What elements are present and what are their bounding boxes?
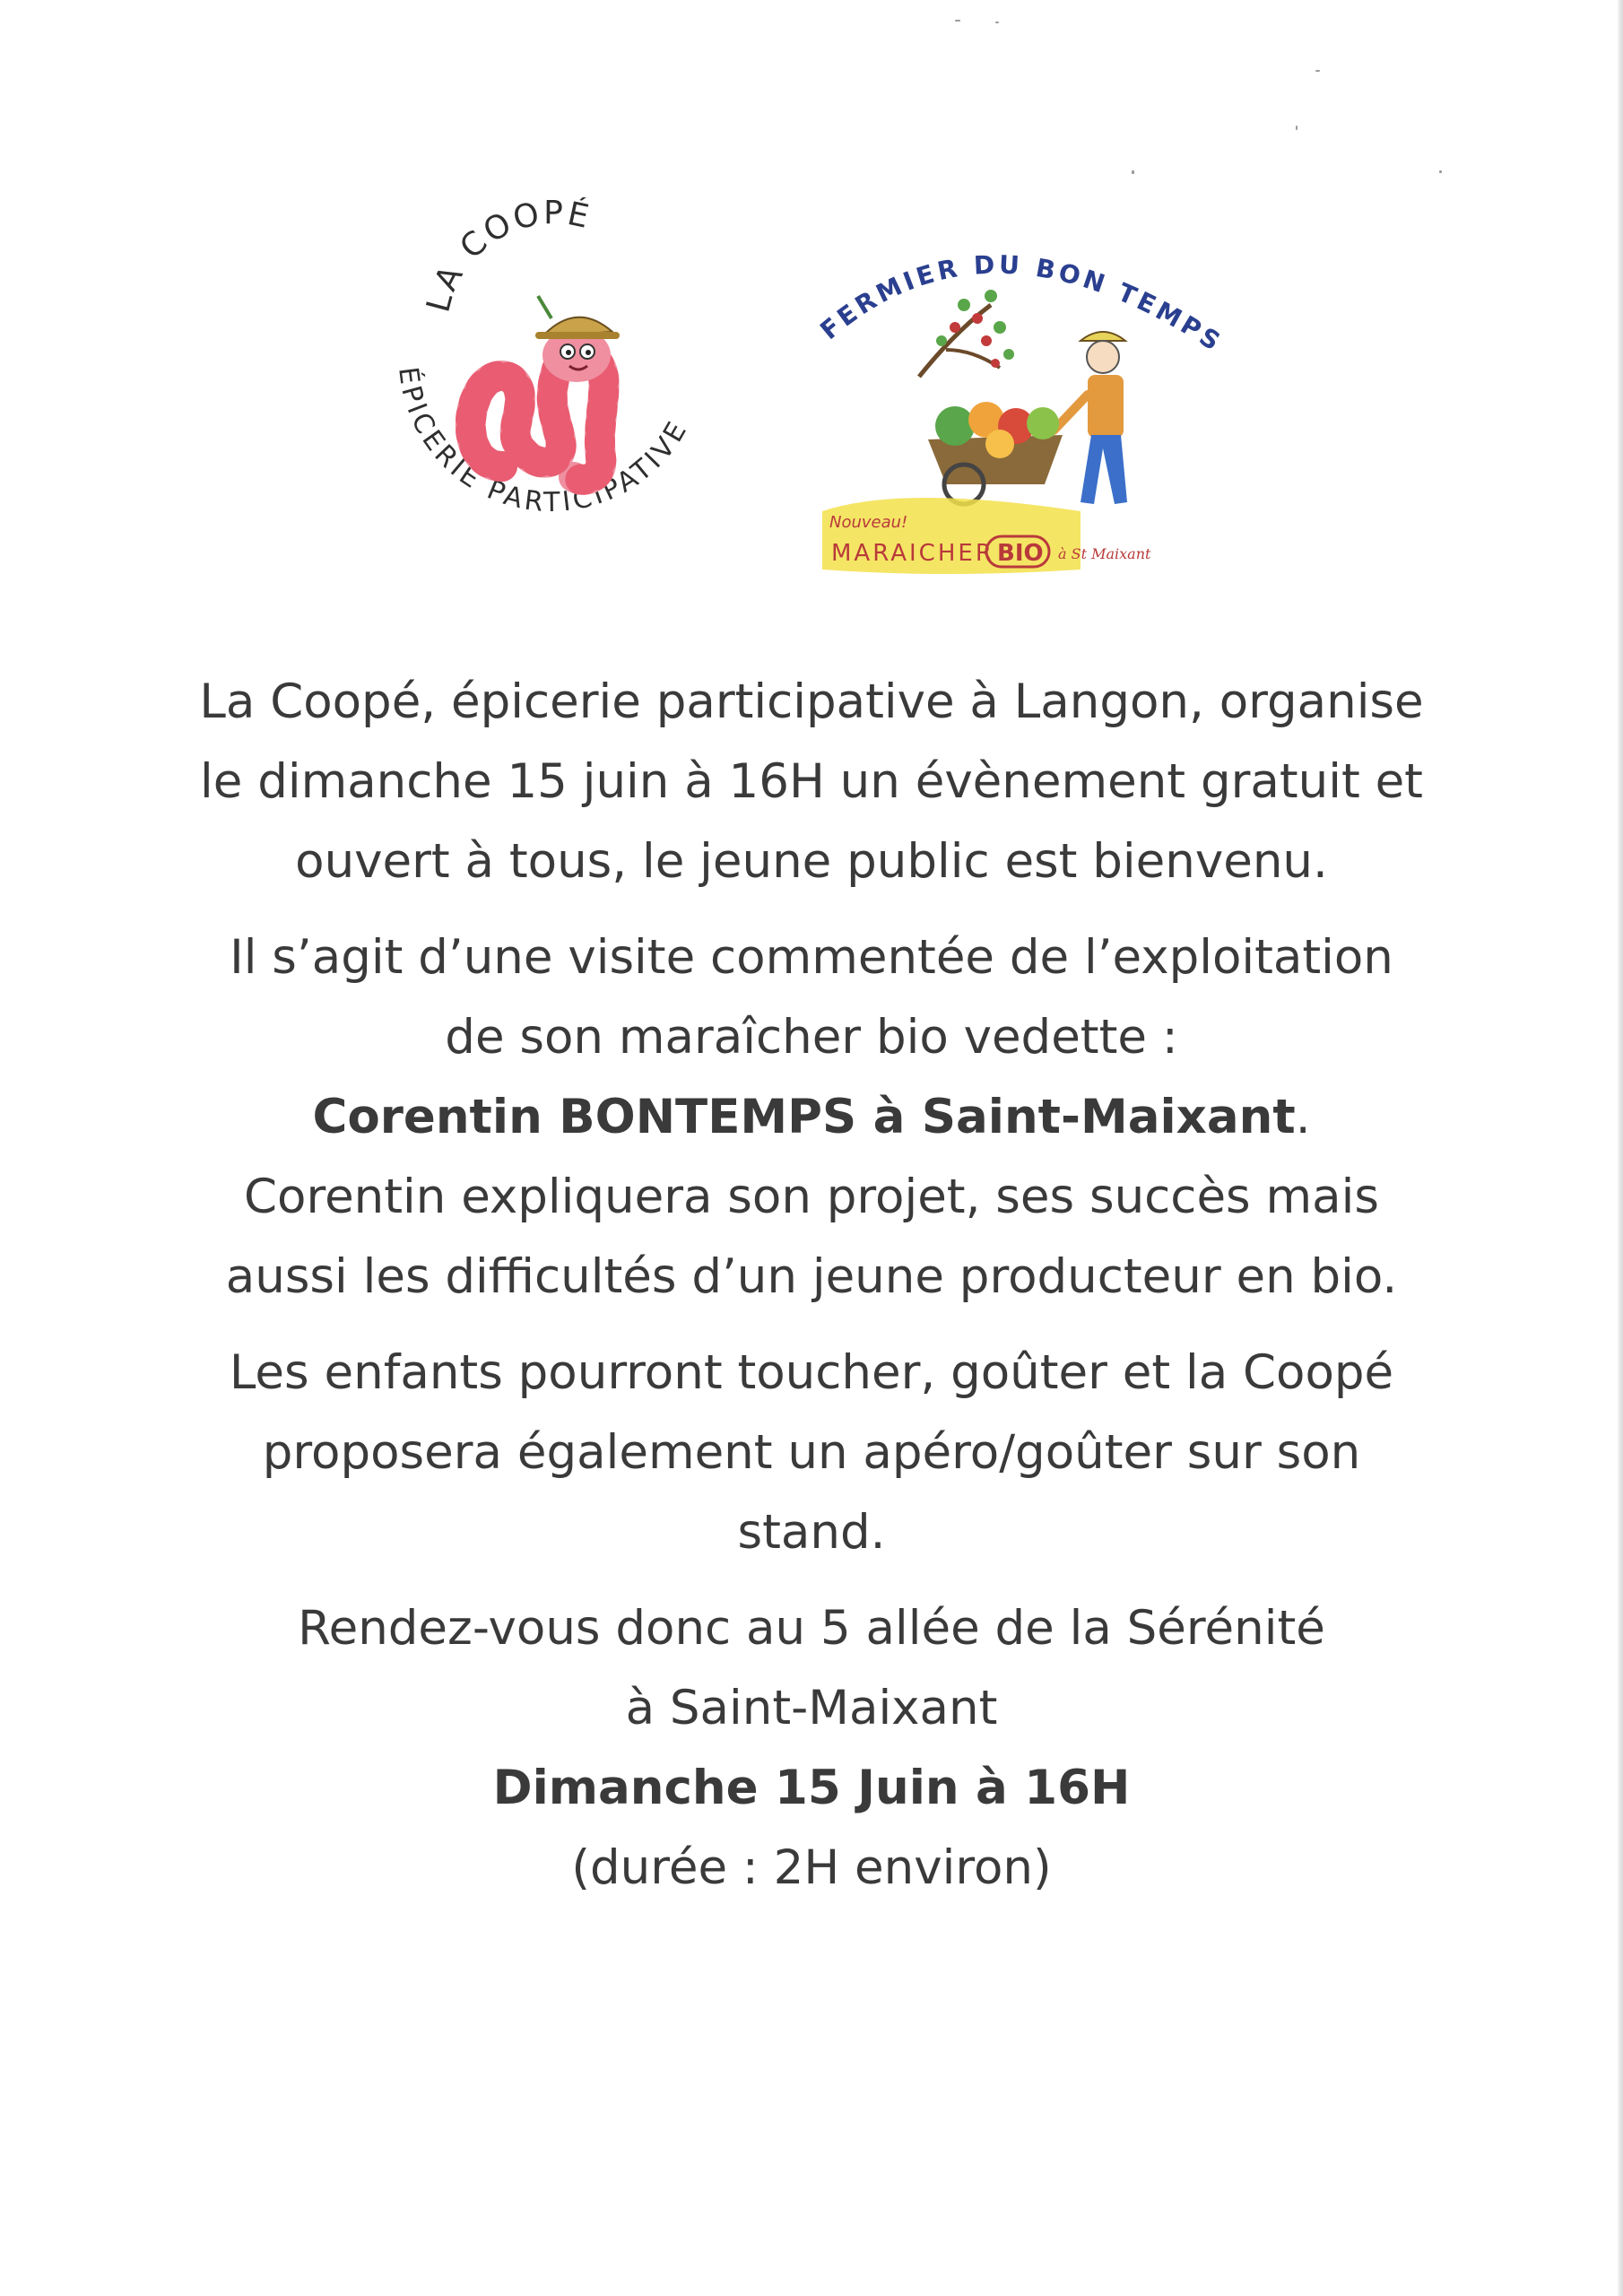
producer-name: Corentin BONTEMPS à Saint-Maixant: [312, 1090, 1296, 1144]
scan-speck: [1315, 70, 1320, 72]
intro-line: le dimanche 15 juin à 16H un évènement gratuit et: [200, 754, 1423, 809]
event-duration: (durée : 2H environ): [571, 1840, 1052, 1895]
la-coope-logo-image: [372, 197, 731, 574]
intro-line: ouvert à tous, le jeune public est bienvenu.: [295, 834, 1328, 889]
coope-bottom-arc-text: ÉPICERIE PARTICIPATIVE: [392, 365, 695, 519]
badge-bio-text: BIO: [997, 540, 1044, 567]
worm-mascot-icon: [471, 296, 620, 480]
kids-line: proposera également un apéro/goûter sur son: [262, 1425, 1361, 1480]
explain-line: Corentin expliquera son projet, ses succès mais: [244, 1170, 1379, 1224]
producer-punct: .: [1295, 1090, 1311, 1144]
visit-line: Il s’agit d’une visite commentée de l’exploitation: [230, 930, 1393, 985]
rdv-line: à Saint-Maixant: [625, 1681, 998, 1735]
kids-line: Les enfants pourront toucher, goûter et la Coopé: [229, 1345, 1394, 1400]
producer-line: [126, 1077, 1497, 1157]
scan-speck: [1296, 126, 1298, 130]
la-coope-logo: [372, 197, 731, 574]
fermier-du-bon-temps-logo: [812, 215, 1242, 592]
visit-paragraph: [126, 918, 1497, 1317]
scan-speck: [1132, 170, 1134, 174]
badge-nouveau-text: Nouveau!: [829, 513, 908, 532]
intro-line: La Coopé, épicerie participative à Langon, organise: [199, 674, 1424, 729]
rdv-line: Rendez-vous donc au 5 allée de la Sérénité: [298, 1601, 1325, 1656]
explain-line: aussi les difficultés d’un jeune producteur en bio.: [225, 1249, 1398, 1304]
maraicher-bio-badge: [822, 498, 1151, 574]
svg-text:LA COOPÉ: [420, 197, 595, 316]
svg-text:FERMIER DU BON TEMPS: [814, 249, 1228, 358]
scan-speck: [955, 20, 960, 22]
farmer-icon: [1054, 332, 1127, 504]
kids-line: stand.: [737, 1505, 886, 1560]
badge-place-text: à St Maixant: [1058, 545, 1151, 562]
scan-speck: [995, 22, 999, 23]
rdv-paragraph: [126, 1588, 1497, 1908]
tree-branch-icon: [919, 290, 1014, 377]
scan-edge: [1618, 0, 1623, 2296]
fermier-arc-text: FERMIER DU BON TEMPS: [814, 249, 1228, 359]
fermier-logo-image: [812, 215, 1242, 592]
scan-speck: [1439, 170, 1442, 173]
wheelbarrow-vegetables-icon: [928, 402, 1063, 504]
visit-line: de son maraîcher bio vedette :: [445, 1010, 1178, 1065]
event-date: Dimanche 15 Juin à 16H: [492, 1761, 1131, 1815]
badge-maraicher-text: MARAICHER: [831, 540, 994, 567]
intro-paragraph: [126, 662, 1497, 901]
flyer-body: [126, 662, 1497, 1924]
kids-paragraph: [126, 1333, 1497, 1572]
coope-top-arc-text: LA COOPÉ: [420, 197, 595, 317]
